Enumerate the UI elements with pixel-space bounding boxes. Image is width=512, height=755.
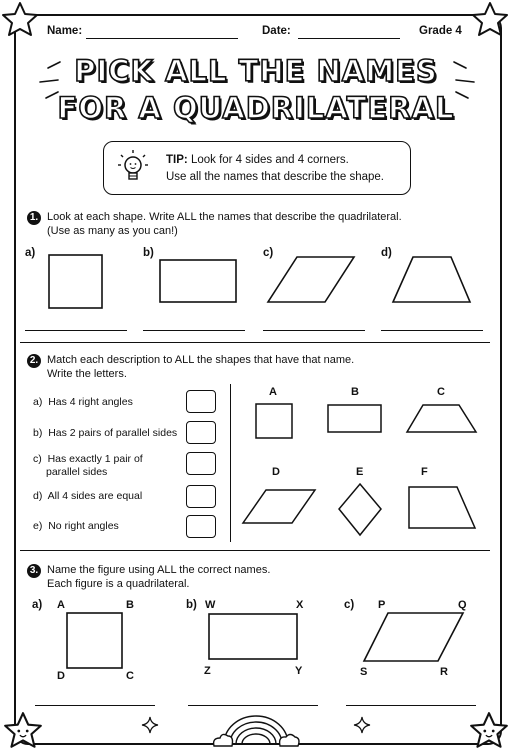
- vertex-label: C: [126, 670, 134, 682]
- question-1-subinstruction: (Use as many as you can!): [47, 225, 178, 237]
- shape-letter-b: B: [351, 386, 359, 398]
- shape-letter-a: A: [269, 386, 277, 398]
- grade-label: Grade 4: [419, 25, 462, 37]
- vertex-label: R: [440, 666, 448, 678]
- q2-description-id: e): [33, 520, 43, 532]
- q3-figure-rectangle: [209, 614, 297, 659]
- page-title-line2: FOR A QUADRILATERAL: [57, 91, 455, 125]
- q3-label-c: c): [344, 599, 355, 611]
- tip-label: TIP:: [166, 154, 188, 166]
- smiling-star-icon: [468, 710, 510, 752]
- shape-letter-f: F: [421, 466, 428, 478]
- q2-description-text: Has 4 right angles: [48, 396, 133, 408]
- vertex-label: Y: [295, 665, 303, 677]
- vertex-label: A: [57, 599, 65, 611]
- q2-description-text: All 4 sides are equal: [47, 490, 143, 502]
- smiling-star-icon: [2, 710, 44, 752]
- q2-description-text-cont: parallel sides: [46, 466, 108, 478]
- q1-label-a: a): [25, 247, 36, 259]
- tip-line2: Use all the names that describe the shape.: [166, 171, 384, 183]
- rainbow-icon: [210, 708, 302, 748]
- shape-letter-d: D: [272, 466, 280, 478]
- q2-description-text: Has exactly 1 pair of: [47, 453, 143, 465]
- vertex-label: Z: [204, 665, 211, 677]
- tip-line1: Look for 4 sides and 4 corners.: [190, 154, 349, 166]
- question-2-subinstruction: Write the letters.: [47, 368, 127, 380]
- date-label: Date:: [262, 25, 291, 37]
- question-3-subinstruction: Each figure is a quadrilateral.: [47, 578, 190, 590]
- shape-letter-c: C: [437, 386, 445, 398]
- sparkle-icon: [354, 717, 370, 733]
- q3-figure-parallelogram: [364, 613, 463, 661]
- q1-label-b: b): [143, 247, 154, 259]
- q3-answer-b[interactable]: [188, 705, 318, 706]
- q1-label-d: d): [381, 247, 392, 259]
- vertex-label: W: [205, 599, 216, 611]
- q3-label-a: a): [32, 599, 43, 611]
- question-3-instruction: Name the figure using ALL the correct names.: [47, 564, 271, 576]
- q2-description-id: a): [33, 396, 43, 408]
- question-2-instruction: Match each description to ALL the shapes that have that name.: [47, 354, 355, 366]
- page-title-line1: PICK ALL THE NAMES: [74, 54, 438, 88]
- vertex-label: P: [378, 599, 386, 611]
- q3-answer-a[interactable]: [35, 705, 155, 706]
- sparkle-icon: [142, 717, 158, 733]
- q3-answer-c[interactable]: [346, 705, 476, 706]
- q2-description-text: No right angles: [48, 520, 119, 532]
- vertex-label: B: [126, 599, 134, 611]
- q3-figure-square: [67, 613, 122, 668]
- q2-description-id: c): [33, 453, 42, 465]
- vertex-label: X: [296, 599, 304, 611]
- question-1-instruction: Look at each shape. Write ALL the names that describe the quadrilateral.: [47, 211, 402, 223]
- q2-description-text: Has 2 pairs of parallel sides: [48, 427, 178, 439]
- q2-description-id: d): [33, 490, 43, 502]
- q2-description-id: b): [33, 427, 43, 439]
- q3-label-b: b): [186, 599, 197, 611]
- vertex-label: Q: [458, 599, 467, 611]
- q1-label-c: c): [263, 247, 274, 259]
- name-label: Name:: [47, 25, 83, 37]
- question-3-number: 3.: [27, 564, 41, 578]
- question-1-number: 1.: [27, 211, 41, 225]
- vertex-label: S: [360, 666, 368, 678]
- shape-letter-e: E: [356, 466, 364, 478]
- question-2-number: 2.: [27, 354, 41, 368]
- vertex-label: D: [57, 670, 65, 682]
